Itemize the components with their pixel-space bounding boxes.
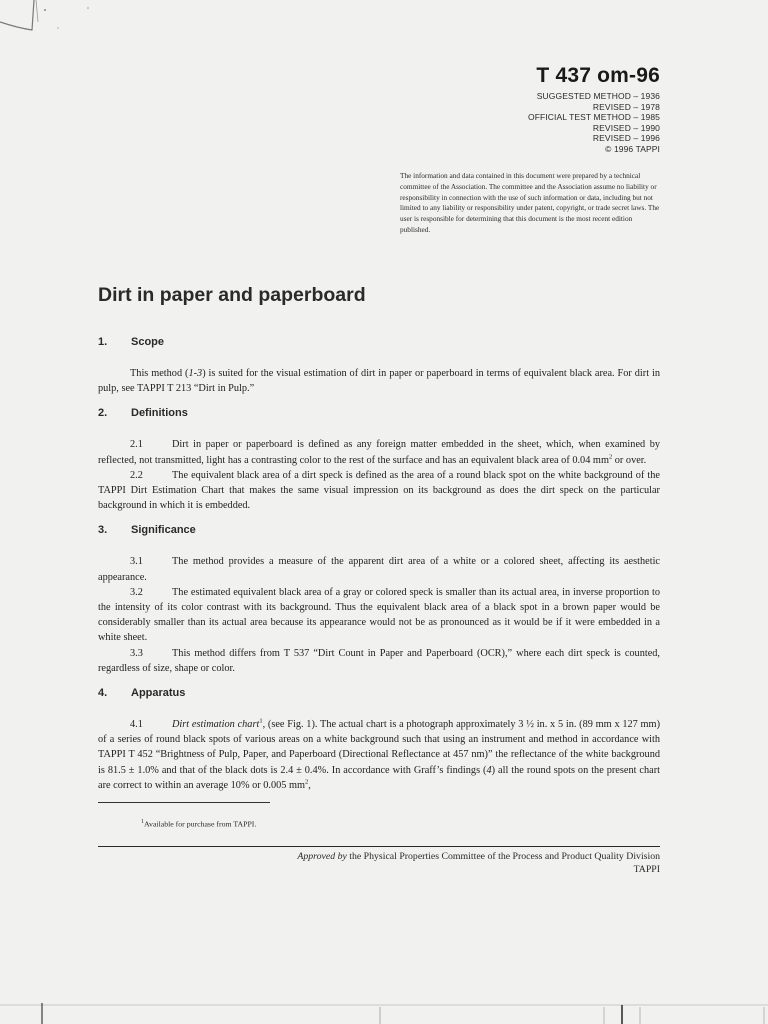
text-run: Dirt in paper or paperboard is defined as any foreign matter embedded in the sheet, which, when examined by reflected, not transmitted, light has a contrasting color to the rest of the surface and has an equivalent black area of 0.04 mm <box>98 439 660 466</box>
scope-paragraph <box>98 366 660 396</box>
scan-artifact-edge <box>0 1003 768 1024</box>
footnote-text: Available for purchase from TAPPI. <box>144 819 257 829</box>
section-heading-apparatus <box>98 687 660 701</box>
document-body <box>98 336 660 793</box>
scan-artifact-mark <box>0 0 120 60</box>
paragraph-number: 2.2 <box>130 469 143 481</box>
significance-paragraph-3-2 <box>98 585 660 646</box>
footnote-divider <box>98 802 270 803</box>
history-line: OFFICIAL TEST METHOD – 1985 <box>528 112 660 122</box>
section-heading-scope <box>98 336 660 350</box>
footnote-marker: 1 <box>141 819 144 825</box>
reference-number: 4 <box>486 764 492 776</box>
paragraph-number: 4.1 <box>130 719 143 731</box>
approval-prefix: Approved by <box>297 851 347 862</box>
paragraph-number: 3.2 <box>130 586 143 598</box>
history-line: REVISED – 1990 <box>592 122 660 133</box>
superscript: 2 <box>305 778 309 786</box>
apparatus-paragraph-4-1 <box>98 717 660 793</box>
paragraph-number: 3.1 <box>130 556 143 568</box>
section-number: 1. <box>98 336 108 348</box>
section-title: Scope <box>131 336 165 348</box>
definition-paragraph-2-2 <box>98 468 660 514</box>
document-header <box>528 64 660 154</box>
section-title: Definitions <box>131 407 188 420</box>
text-run: The estimated equivalent black area of a gray or colored speck is smaller than its actual area, in inverse proportion to the intensity of its color contrast with its background. Thus the equivalent black area of a black spot in a brown paper would be considerably smaller than its actual area because its appearance would not be as pronounced as it would be if it were embedded in a white sheet. <box>98 586 660 644</box>
section-title: Apparatus <box>131 687 186 700</box>
text-run: ) all the round spots on the present chart are correct to within an average 10% or 0.005 mm <box>98 764 661 791</box>
approval-text: the Physical Properties Committee of the Process and Product Quality Division <box>346 851 660 862</box>
history-line: © 1996 TAPPI <box>605 143 660 154</box>
text-run: ) is suited for the visual estimation of dirt in paper or paperboard in terms of equivalent black area. For dirt in pulp, see TAPPI T 213 “Dirt in Pulp.” <box>98 368 660 395</box>
approval-statement <box>297 851 660 876</box>
text-run: , (see Fig. 1). The actual chart is a photograph approximately 3 ½ in. x 5 in. (89 mm x 127 mm) of a series of round black spots of various areas on a white background such that using an instrument and method in accordance with TAPPI T 452 “Brightness of Pulp, Paper, and Paperboard (Directional Reflectance at 457 nm)” the reflectance of the white background is 81.5 ± 1.0% and that of the black dots is 2.4 ± 0.4%. In accordance with Graff’s findings ( <box>98 719 660 776</box>
text-run: The equivalent black area of a dirt speck is defined as the area of a round black spot on the white background of the TAPPI Dirt Estimation Chart that makes the same visual impression on its background as does the dirt speck on the particular background in which it is embedded. <box>98 469 660 512</box>
history-line: REVISED – 1978 <box>592 101 660 112</box>
text-run: This method ( <box>130 368 189 379</box>
paragraph-number: 3.3 <box>130 647 143 659</box>
history-line: REVISED – 1996 <box>592 133 660 143</box>
history-line: SUGGESTED METHOD – 1936 <box>536 91 660 101</box>
footnote <box>141 819 256 829</box>
term: Dirt estimation chart <box>172 719 260 731</box>
superscript: 2 <box>608 453 613 461</box>
document-number: T 437 om-96 <box>536 64 660 87</box>
approval-divider <box>98 846 660 847</box>
text-run: or over. <box>612 454 647 466</box>
section-heading-definitions <box>98 407 660 421</box>
definition-paragraph-2-1 <box>98 437 660 467</box>
reference-number: 1-3 <box>188 368 203 379</box>
text-run: The method provides a measure of the apparent dirt area of a white or a colored sheet, affecting its aesthetic appearance. <box>98 556 660 583</box>
section-number: 3. <box>98 524 108 537</box>
disclaimer-text: The information and data contained in this document were prepared by a technical committee of the Association. The committee and the Association assume no liability or responsibility in connection with the use of such information or data, including but not limited to any liability or responsibility under patent, copyright, or trade secret laws. The user is responsible for determining that this document is the most recent edition published. <box>400 171 660 234</box>
significance-paragraph-3-1 <box>98 554 660 584</box>
section-heading-significance <box>98 524 660 538</box>
approval-org: TAPPI <box>633 863 660 875</box>
document-title: Dirt in paper and paperboard <box>98 284 366 306</box>
section-number: 2. <box>98 407 108 420</box>
significance-paragraph-3-3 <box>98 646 660 676</box>
text-run: , <box>308 779 311 791</box>
footnote-marker: 1 <box>259 717 263 725</box>
section-title: Significance <box>131 524 196 537</box>
paragraph-number: 2.1 <box>130 439 143 451</box>
section-number: 4. <box>98 687 108 700</box>
text-run: This method differs from T 537 “Dirt Count in Paper and Paperboard (OCR),” where each dirt speck is counted, regardless of size, shape or color. <box>98 647 660 674</box>
